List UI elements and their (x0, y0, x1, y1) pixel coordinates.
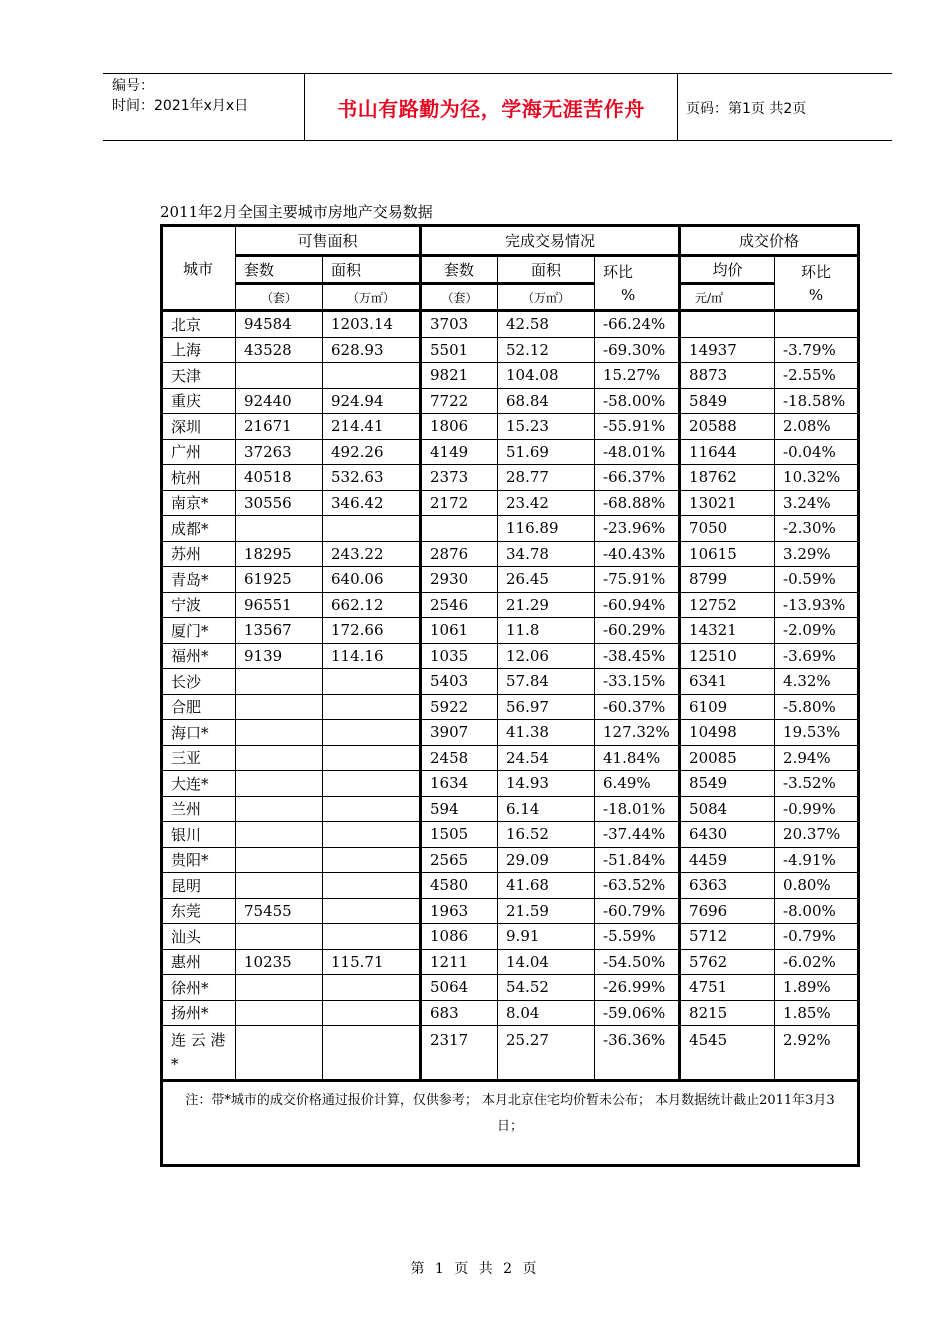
cell-supply-units (236, 720, 323, 746)
cell-price-mom: -2.30% (775, 516, 859, 542)
table-row (162, 975, 859, 1001)
cell-price-mom: 0.80% (775, 873, 859, 899)
cell-city: 宁波 (162, 592, 236, 618)
cell-supply-area (323, 847, 421, 873)
cell-supply-area: 214.41 (323, 414, 421, 440)
cell-trade-units: 1211 (421, 949, 498, 975)
cell-supply-area (323, 924, 421, 950)
cell-supply-area: 492.26 (323, 439, 421, 465)
table-row (162, 847, 859, 873)
cell-trade-mom: -48.01% (595, 439, 680, 465)
cell-supply-area (323, 669, 421, 695)
cell-city: 苏州 (162, 541, 236, 567)
cell-trade-mom: -63.52% (595, 873, 680, 899)
cell-city: 东莞 (162, 898, 236, 924)
table-row (162, 771, 859, 797)
document-title: 2011年2月全国主要城市房地产交易数据 (160, 203, 433, 221)
time-label: 时间：2021年x月x日 (112, 98, 249, 114)
cell-supply-area: 628.93 (323, 337, 421, 363)
header-divider (677, 73, 678, 140)
cell-avg-price: 13021 (680, 490, 775, 516)
cell-price-mom: -2.55% (775, 363, 859, 389)
cell-avg-price: 18762 (680, 465, 775, 491)
cell-avg-price: 5712 (680, 924, 775, 950)
cell-trade-units: 1505 (421, 822, 498, 848)
cell-supply-units (236, 873, 323, 899)
cell-city: 杭州 (162, 465, 236, 491)
cell-avg-price: 4545 (680, 1026, 775, 1081)
cell-trade-mom: -40.43% (595, 541, 680, 567)
table-row (162, 337, 859, 363)
cell-trade-units: 1086 (421, 924, 498, 950)
cell-trade-mom: -33.15% (595, 669, 680, 695)
cell-trade-units: 2373 (421, 465, 498, 491)
cell-trade-mom: -55.91% (595, 414, 680, 440)
table-row (162, 414, 859, 440)
cell-avg-price: 5084 (680, 796, 775, 822)
cell-trade-area: 104.08 (498, 363, 595, 389)
cell-trade-units: 2172 (421, 490, 498, 516)
cell-avg-price: 5762 (680, 949, 775, 975)
cell-city: 南京* (162, 490, 236, 516)
table-row (162, 643, 859, 669)
cell-supply-area: 924.94 (323, 388, 421, 414)
cell-price-mom: -0.99% (775, 796, 859, 822)
cell-trade-units: 3907 (421, 720, 498, 746)
cell-trade-area: 29.09 (498, 847, 595, 873)
cell-price-mom: 2.92% (775, 1026, 859, 1081)
cell-trade-mom: -66.37% (595, 465, 680, 491)
unit-units2: （套） (421, 284, 498, 311)
cell-trade-area: 42.58 (498, 311, 595, 338)
cell-city: 贵阳* (162, 847, 236, 873)
cell-trade-area: 12.06 (498, 643, 595, 669)
cell-supply-units (236, 694, 323, 720)
cell-trade-mom: -36.36% (595, 1026, 680, 1081)
table-row (162, 796, 859, 822)
cell-supply-area (323, 975, 421, 1001)
cell-trade-area: 21.59 (498, 898, 595, 924)
table-row (162, 363, 859, 389)
mom-unit: % (621, 286, 636, 304)
table-row (162, 388, 859, 414)
table-row (162, 669, 859, 695)
cell-supply-area: 115.71 (323, 949, 421, 975)
cell-supply-units (236, 745, 323, 771)
cell-supply-area (323, 796, 421, 822)
table-row (162, 465, 859, 491)
cell-avg-price: 12752 (680, 592, 775, 618)
cell-city: 银川 (162, 822, 236, 848)
cell-trade-units: 1634 (421, 771, 498, 797)
col-header-city: 城市 (162, 226, 236, 311)
header-motto: 书山有路勤为径，学海无涯苦作舟 (337, 97, 645, 121)
cell-city: 惠州 (162, 949, 236, 975)
table-note: 注：带*城市的成交价格通过报价计算，仅供参考； 本月北京住宅均价暂未公布； 本月数据统计截止2011年3月3日； (162, 1081, 859, 1166)
cell-trade-units: 2317 (421, 1026, 498, 1081)
cell-supply-area (323, 1026, 421, 1081)
cell-city: 广州 (162, 439, 236, 465)
mom-label: 环比 (603, 263, 634, 281)
cell-trade-units: 2930 (421, 567, 498, 593)
unit-area: （万㎡） (323, 284, 421, 311)
table-row (162, 567, 859, 593)
cell-trade-mom: -18.01% (595, 796, 680, 822)
table-row (162, 873, 859, 899)
cell-price-mom: 2.94% (775, 745, 859, 771)
cell-avg-price: 11644 (680, 439, 775, 465)
cell-city: 兰州 (162, 796, 236, 822)
cell-supply-units: 18295 (236, 541, 323, 567)
cell-city: 合肥 (162, 694, 236, 720)
cell-avg-price: 4459 (680, 847, 775, 873)
cell-trade-units: 9821 (421, 363, 498, 389)
cell-supply-area: 662.12 (323, 592, 421, 618)
cell-trade-area: 57.84 (498, 669, 595, 695)
cell-price-mom: 20.37% (775, 822, 859, 848)
cell-city: 长沙 (162, 669, 236, 695)
transaction-table (160, 224, 860, 1167)
cell-trade-mom: -5.59% (595, 924, 680, 950)
unit-units: （套） (236, 284, 323, 311)
cell-supply-units: 94584 (236, 311, 323, 338)
table-row (162, 516, 859, 542)
col-header-area2: 面积 (498, 256, 595, 284)
cell-price-mom: -5.80% (775, 694, 859, 720)
table-row (162, 592, 859, 618)
mom2-unit: % (808, 286, 824, 304)
cell-supply-units: 30556 (236, 490, 323, 516)
cell-trade-area: 15.23 (498, 414, 595, 440)
header-row-groups (162, 226, 859, 256)
cell-trade-units: 4580 (421, 873, 498, 899)
cell-supply-area (323, 1000, 421, 1026)
cell-price-mom: -4.91% (775, 847, 859, 873)
cell-supply-area (323, 694, 421, 720)
cell-supply-units (236, 924, 323, 950)
cell-price-mom: -3.69% (775, 643, 859, 669)
cell-supply-area: 172.66 (323, 618, 421, 644)
cell-supply-units: 75455 (236, 898, 323, 924)
header-row-units (162, 284, 859, 311)
cell-trade-area: 8.04 (498, 1000, 595, 1026)
cell-supply-area (323, 516, 421, 542)
cell-trade-mom: -26.99% (595, 975, 680, 1001)
cell-avg-price: 20588 (680, 414, 775, 440)
cell-supply-area: 346.42 (323, 490, 421, 516)
cell-trade-area: 54.52 (498, 975, 595, 1001)
col-header-area: 面积 (323, 256, 421, 284)
cell-supply-units: 9139 (236, 643, 323, 669)
table-row (162, 490, 859, 516)
cell-supply-area: 243.22 (323, 541, 421, 567)
cell-trade-mom: -60.37% (595, 694, 680, 720)
cell-avg-price: 8799 (680, 567, 775, 593)
cell-trade-mom: -54.50% (595, 949, 680, 975)
cell-supply-area (323, 771, 421, 797)
col-group-price: 成交价格 (680, 226, 859, 256)
cell-supply-area (323, 363, 421, 389)
cell-supply-area (323, 720, 421, 746)
mom2-label: 环比 (801, 263, 832, 281)
number-label: 编号： (112, 78, 154, 94)
cell-supply-units (236, 771, 323, 797)
cell-price-mom: -13.93% (775, 592, 859, 618)
cell-trade-units: 3703 (421, 311, 498, 338)
cell-city: 扬州* (162, 1000, 236, 1026)
cell-supply-units: 96551 (236, 592, 323, 618)
cell-city: 厦门* (162, 618, 236, 644)
cell-trade-units: 7722 (421, 388, 498, 414)
cell-trade-area: 14.04 (498, 949, 595, 975)
cell-avg-price: 20085 (680, 745, 775, 771)
cell-avg-price: 14321 (680, 618, 775, 644)
cell-supply-units (236, 669, 323, 695)
cell-price-mom: -0.04% (775, 439, 859, 465)
cell-trade-mom: -60.94% (595, 592, 680, 618)
cell-city: 重庆 (162, 388, 236, 414)
cell-trade-area: 41.38 (498, 720, 595, 746)
cell-trade-area: 11.8 (498, 618, 595, 644)
cell-price-mom: 19.53% (775, 720, 859, 746)
col-header-units: 套数 (236, 256, 323, 284)
cell-trade-area: 16.52 (498, 822, 595, 848)
cell-supply-units (236, 847, 323, 873)
cell-trade-units: 5403 (421, 669, 498, 695)
cell-trade-area: 68.84 (498, 388, 595, 414)
cell-avg-price: 6430 (680, 822, 775, 848)
cell-trade-units: 1061 (421, 618, 498, 644)
cell-trade-mom: -38.45% (595, 643, 680, 669)
cell-avg-price: 6363 (680, 873, 775, 899)
cell-city: 青岛* (162, 567, 236, 593)
cell-price-mom: 2.08% (775, 414, 859, 440)
cell-trade-units: 2458 (421, 745, 498, 771)
cell-supply-units (236, 363, 323, 389)
cell-price-mom: 1.85% (775, 1000, 859, 1026)
cell-trade-units: 2565 (421, 847, 498, 873)
cell-avg-price: 5849 (680, 388, 775, 414)
page-footer: 第 1 页 共 2 页 (410, 1261, 540, 1277)
cell-trade-area: 116.89 (498, 516, 595, 542)
cell-trade-area: 23.42 (498, 490, 595, 516)
cell-trade-units: 5501 (421, 337, 498, 363)
cell-supply-units: 92440 (236, 388, 323, 414)
cell-city: 昆明 (162, 873, 236, 899)
cell-price-mom: 4.32% (775, 669, 859, 695)
cell-trade-area: 26.45 (498, 567, 595, 593)
unit-price: 元/㎡ (680, 284, 775, 311)
table-row (162, 541, 859, 567)
cell-trade-area: 14.93 (498, 771, 595, 797)
cell-trade-units: 594 (421, 796, 498, 822)
cell-price-mom: -0.79% (775, 924, 859, 950)
col-header-units2: 套数 (421, 256, 498, 284)
cell-price-mom: -18.58% (775, 388, 859, 414)
table-row (162, 1000, 859, 1026)
header-top-rule (103, 73, 892, 74)
table-row (162, 694, 859, 720)
table-row (162, 924, 859, 950)
cell-city: 汕头 (162, 924, 236, 950)
cell-city: 深圳 (162, 414, 236, 440)
header-meta (112, 76, 248, 116)
cell-price-mom (775, 311, 859, 338)
cell-supply-area (323, 873, 421, 899)
cell-trade-mom: -23.96% (595, 516, 680, 542)
cell-avg-price: 8215 (680, 1000, 775, 1026)
cell-trade-units (421, 516, 498, 542)
cell-trade-units: 2876 (421, 541, 498, 567)
cell-city: 三亚 (162, 745, 236, 771)
cell-supply-units: 40518 (236, 465, 323, 491)
cell-supply-units (236, 516, 323, 542)
cell-avg-price: 8873 (680, 363, 775, 389)
cell-trade-area: 51.69 (498, 439, 595, 465)
cell-supply-area (323, 822, 421, 848)
cell-supply-area: 532.63 (323, 465, 421, 491)
cell-price-mom: -8.00% (775, 898, 859, 924)
cell-trade-area: 9.91 (498, 924, 595, 950)
cell-trade-mom: -60.29% (595, 618, 680, 644)
cell-trade-mom: -51.84% (595, 847, 680, 873)
cell-supply-area (323, 898, 421, 924)
cell-avg-price (680, 311, 775, 338)
cell-price-mom: -3.52% (775, 771, 859, 797)
cell-trade-mom: -68.88% (595, 490, 680, 516)
unit-area2: （万㎡） (498, 284, 595, 311)
cell-supply-units (236, 796, 323, 822)
cell-supply-area: 640.06 (323, 567, 421, 593)
cell-supply-units (236, 975, 323, 1001)
cell-price-mom: -0.59% (775, 567, 859, 593)
cell-avg-price: 6341 (680, 669, 775, 695)
cell-avg-price: 7050 (680, 516, 775, 542)
cell-city: 上海 (162, 337, 236, 363)
cell-trade-mom: 6.49% (595, 771, 680, 797)
cell-avg-price: 7696 (680, 898, 775, 924)
table-row (162, 822, 859, 848)
cell-price-mom: -2.09% (775, 618, 859, 644)
col-header-mom2 (775, 256, 859, 311)
cell-supply-units: 61925 (236, 567, 323, 593)
cell-trade-units: 1963 (421, 898, 498, 924)
header-row-subs (162, 256, 859, 284)
cell-avg-price: 14937 (680, 337, 775, 363)
cell-trade-area: 34.78 (498, 541, 595, 567)
cell-avg-price: 8549 (680, 771, 775, 797)
col-header-avg-price: 均价 (680, 256, 775, 284)
table-row (162, 439, 859, 465)
cell-supply-units: 13567 (236, 618, 323, 644)
cell-trade-units: 683 (421, 1000, 498, 1026)
cell-trade-mom: -37.44% (595, 822, 680, 848)
cell-city: 北京 (162, 311, 236, 338)
header-bottom-rule (103, 140, 892, 141)
cell-trade-mom: -59.06% (595, 1000, 680, 1026)
cell-supply-area (323, 745, 421, 771)
cell-supply-units: 43528 (236, 337, 323, 363)
col-group-trade: 完成交易情况 (421, 226, 680, 256)
cell-avg-price: 10615 (680, 541, 775, 567)
cell-price-mom: 3.29% (775, 541, 859, 567)
table-row (162, 898, 859, 924)
cell-city: 徐州* (162, 975, 236, 1001)
cell-trade-area: 28.77 (498, 465, 595, 491)
cell-price-mom: -6.02% (775, 949, 859, 975)
cell-price-mom: -3.79% (775, 337, 859, 363)
cell-trade-units: 5922 (421, 694, 498, 720)
cell-city: 连 云 港 * (162, 1026, 236, 1081)
cell-avg-price: 4751 (680, 975, 775, 1001)
cell-trade-units: 1035 (421, 643, 498, 669)
table-row (162, 745, 859, 771)
table-row (162, 618, 859, 644)
cell-trade-mom: -75.91% (595, 567, 680, 593)
table-row (162, 1026, 859, 1081)
cell-trade-mom: -66.24% (595, 311, 680, 338)
cell-price-mom: 1.89% (775, 975, 859, 1001)
cell-trade-units: 1806 (421, 414, 498, 440)
cell-price-mom: 10.32% (775, 465, 859, 491)
header-page-info: 页码：第1页 共2页 (686, 101, 807, 117)
cell-trade-units: 4149 (421, 439, 498, 465)
cell-avg-price: 10498 (680, 720, 775, 746)
cell-supply-area: 1203.14 (323, 311, 421, 338)
cell-trade-area: 24.54 (498, 745, 595, 771)
cell-supply-units (236, 822, 323, 848)
cell-supply-units: 21671 (236, 414, 323, 440)
cell-city: 成都* (162, 516, 236, 542)
cell-trade-mom: 15.27% (595, 363, 680, 389)
cell-supply-units (236, 1026, 323, 1081)
cell-trade-units: 2546 (421, 592, 498, 618)
cell-city: 海口* (162, 720, 236, 746)
cell-trade-mom: -58.00% (595, 388, 680, 414)
cell-trade-area: 25.27 (498, 1026, 595, 1081)
cell-trade-area: 41.68 (498, 873, 595, 899)
cell-avg-price: 12510 (680, 643, 775, 669)
cell-trade-mom: -69.30% (595, 337, 680, 363)
cell-trade-mom: 41.84% (595, 745, 680, 771)
cell-trade-mom: -60.79% (595, 898, 680, 924)
cell-trade-area: 56.97 (498, 694, 595, 720)
cell-city: 福州* (162, 643, 236, 669)
cell-trade-area: 6.14 (498, 796, 595, 822)
cell-price-mom: 3.24% (775, 490, 859, 516)
col-header-mom (595, 256, 680, 311)
cell-trade-area: 21.29 (498, 592, 595, 618)
cell-city: 大连* (162, 771, 236, 797)
col-group-supply: 可售面积 (236, 226, 421, 256)
cell-supply-units: 37263 (236, 439, 323, 465)
cell-trade-mom: 127.32% (595, 720, 680, 746)
table-row (162, 720, 859, 746)
cell-supply-units (236, 1000, 323, 1026)
note-row (162, 1081, 859, 1166)
cell-trade-area: 52.12 (498, 337, 595, 363)
cell-avg-price: 6109 (680, 694, 775, 720)
cell-supply-area: 114.16 (323, 643, 421, 669)
table-row (162, 311, 859, 338)
cell-supply-units: 10235 (236, 949, 323, 975)
table-row (162, 949, 859, 975)
cell-city: 天津 (162, 363, 236, 389)
cell-trade-units: 5064 (421, 975, 498, 1001)
